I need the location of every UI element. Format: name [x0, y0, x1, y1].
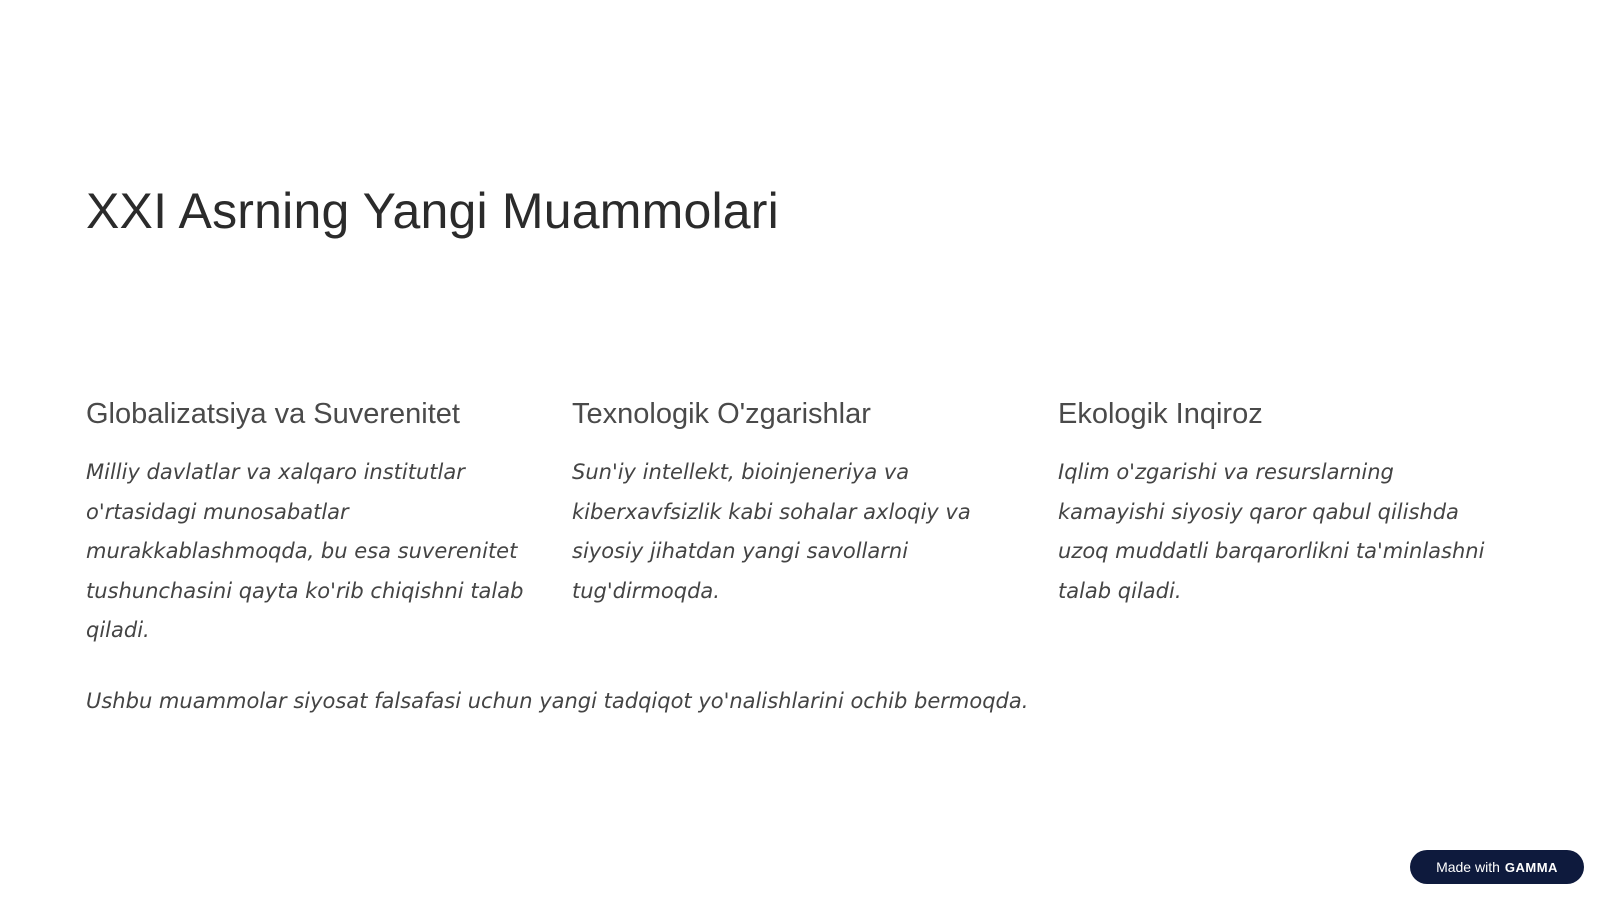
made-with-gamma-badge[interactable] [1410, 850, 1584, 884]
column-globalization [86, 398, 532, 651]
gamma-logo-text: GAMMA [1504, 859, 1558, 875]
column-technology [572, 398, 1018, 651]
column-body: Sun'iy intellekt, bioinjeneriya va kiberxavfsizlik kabi sohalar axloqiy va siyosiy jihatdan yangi savollarni tug'dirmoqda. [572, 460, 971, 603]
columns [86, 398, 1516, 651]
slide-title: XXI Asrning Yangi Muammolari [86, 183, 779, 239]
column-heading: Texnologik O'zgarishlar [572, 398, 871, 430]
column-heading: Globalizatsiya va Suverenitet [86, 398, 460, 430]
column-ecology [1058, 398, 1504, 651]
badge-prefix: Made with [1436, 859, 1500, 875]
column-body: Iqlim o'zgarishi va resurslarning kamayishi siyosiy qaror qabul qilishda uzoq muddatli barqarorlikni ta'minlashni talab qiladi. [1058, 460, 1485, 603]
footnote: Ushbu muammolar siyosat falsafasi uchun yangi tadqiqot yo'nalishlarini ochib bermoqda. [86, 689, 1029, 713]
column-heading: Ekologik Inqiroz [1058, 398, 1263, 430]
column-body: Milliy davlatlar va xalqaro institutlar o'rtasidagi munosabatlar murakkablashmoqda, bu esa suverenitet tushunchasini qayta ko'rib chiqishni talab qiladi. [86, 460, 524, 642]
